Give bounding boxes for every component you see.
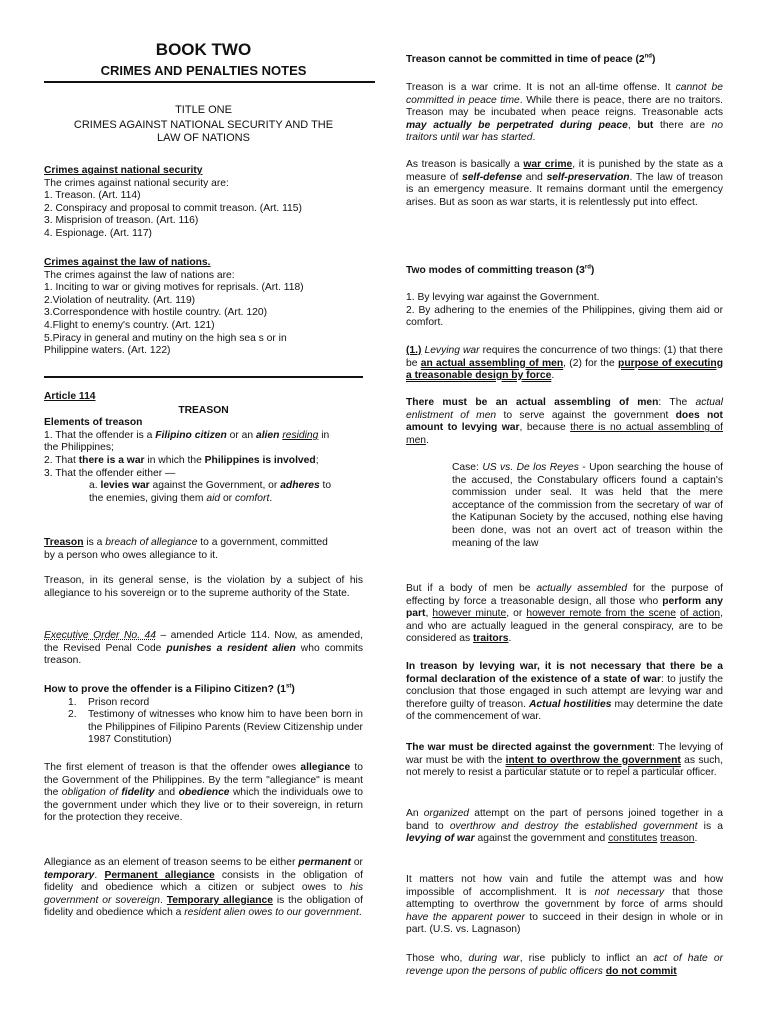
list-item: 1. Inciting to war or giving motives for reprisals. (Art. 118) xyxy=(44,282,304,294)
vain-attempt-paragraph: It matters not how vain and futile the attempt was and how impossible of accomplishment. It is not necessary that those attempting to overthrow the government by force of arms should have the apparent power to succeed in their design in whole or in part. (U.S. vs. Lagnason) xyxy=(406,874,723,936)
levying-war-paragraph: (1.) Levying war requires the concurrence of two things: (1) that there be an actual assembling of men, (2) for the purpose of executing a treasonable design by force. xyxy=(406,345,723,382)
national-security-heading: Crimes against national security xyxy=(44,165,203,176)
first-element-paragraph: The first element of treason is that the offender owes allegiance to the Government of the Philippines. By the term "allegiance" is meant the obligation of fidelity and obedience which the individuals owe to the government under which they live or to their sovereign, in return for the protection they receive. xyxy=(44,762,363,824)
assembling-paragraph: There must be an actual assembling of men: The actual enlistment of men to serve against the government does not amount to levying war, because there is no actual assembling of men. xyxy=(406,397,723,446)
list-item: 2. Testimony of witnesses who know him to have been born in the Philippines of Filipino Parents (Review Citizenship under 1987 Constitution) xyxy=(68,709,363,746)
war-crime-paragraph: As treason is basically a war crime, it is punished by the state as a measure of self-defense and self-preservation. The law of treason is an emergency measure. It remains dormant until the emergency arises. But as soon as war starts, it is relentlessly put into effect. xyxy=(406,159,723,208)
book-subtitle: CRIMES AND PENALTIES NOTES xyxy=(100,63,307,78)
formal-declaration-paragraph: In treason by levying war, it is not necessary that there be a formal declaration of the existence of a state of war: to justify the conclusion that those engaged in such attempt are levying war and therefore guilty of treason. Actual hostilities may determine the date of the commencement of war. xyxy=(406,661,723,723)
case-paragraph: Case: US vs. De los Reyes - Upon searching the house of the accused, the Constabulary officers found a captain's commission under seal. It was held that the mere acceptance of the commission from the secretary of war of the Katipunan Society by the accused, nothing else having been done, was not an overt act of treason within the meaning of the law xyxy=(452,462,723,549)
list-item: Philippine waters. (Art. 122) xyxy=(44,345,171,357)
section-rule xyxy=(44,376,363,378)
title-one: TITLE ONE xyxy=(175,104,232,116)
general-sense-paragraph: Treason, in its general sense, is the violation by a subject of his allegiance to his sovereign or to the supreme authority of the State. xyxy=(44,575,363,599)
book-title: BOOK TWO xyxy=(155,40,252,59)
prove-heading: How to prove the offender is a Filipino Citizen? (1st) xyxy=(44,683,295,695)
list-item: 4. Espionage. (Art. 117) xyxy=(44,227,152,239)
title-one-sub-2: LAW OF NATIONS xyxy=(157,132,250,144)
element-1-cont: the Philippines; xyxy=(44,442,114,454)
national-security-intro: The crimes against national security are: xyxy=(44,177,229,189)
during-war-paragraph: Those who, during war, rise publicly to inflict an act of hate or revenge upon the persons of public officers do not commit xyxy=(406,953,723,977)
law-of-nations-intro: The crimes against the law of nations are: xyxy=(44,269,235,281)
list-item: 4.Flight to enemy's country. (Art. 121) xyxy=(44,319,215,331)
peace-paragraph: Treason is a war crime. It is not an all-time offense. It cannot be committed in peace time. While there is peace, there are no traitors. Treason may be incubated when peace reigns. Treasonable acts may actually be perpetrated during peace, but there are no traitors until war has started. xyxy=(406,82,723,144)
article-114-section xyxy=(44,391,363,505)
executive-order-paragraph: Executive Order No. 44 – amended Article 114. Now, as amended, the Revised Penal Code punishes a resident alien who commits treason. xyxy=(44,630,363,667)
article-label: Article 114 xyxy=(44,391,96,402)
allegiance-paragraph: Allegiance as an element of treason seems to be either permanent or temporary. Permanent allegiance consists in the obligation of fidelity and obedience which a citizen or subject owes to his government or sovereign. Temporary allegiance is the obligation of fidelity and obedience which a resident alien owes to our government. xyxy=(44,857,364,919)
prove-citizen-section xyxy=(44,684,363,747)
list-item: 3. Misprision of treason. (Art. 116) xyxy=(44,215,199,227)
list-item: 1. Prison record xyxy=(68,696,150,708)
title-one-sub-1: CRIMES AGAINST NATIONAL SECURITY AND THE xyxy=(73,119,334,131)
peace-heading: Treason cannot be committed in time of peace (2nd) xyxy=(406,53,656,65)
list-item: 2. By adhering to the enemies of the Philippines, giving them aid or comfort. xyxy=(406,304,723,329)
treason-definition: Treason is a breach of allegiance to a government, committed by a person who owes allegiance to it. xyxy=(44,537,328,561)
list-item: 1. By levying war against the Government. xyxy=(406,292,600,303)
element-2: 2. That there is a war in which the Philippines is involved; xyxy=(44,454,319,466)
modes-list xyxy=(406,292,723,330)
body-of-men-paragraph: But if a body of men be actually assembled for the purpose of effecting by force a treasonable design, all those who perform any part, however minute, or however remote from the scene of action, and who are actually leagued in the general conspiracy, are to be considered as traitors. xyxy=(406,583,724,645)
article-name: TREASON xyxy=(178,404,229,416)
header-rule xyxy=(44,81,375,83)
organized-attempt-paragraph: An organized attempt on the part of persons joined together in a band to overthrow and destroy the established government is a levying of war against the government and constitutes treason. xyxy=(406,808,724,845)
element-3a: a. levies war against the Government, or adheres to xyxy=(89,480,332,492)
element-1: 1. That the offender is a Filipino citizen or an alien residing in xyxy=(44,429,330,441)
law-of-nations-list xyxy=(44,282,363,358)
list-item: 2. Conspiracy and proposal to commit treason. (Art. 115) xyxy=(44,202,302,214)
list-item: 2.Violation of neutrality. (Art. 119) xyxy=(44,294,196,306)
law-of-nations-heading: Crimes against the law of nations. xyxy=(44,257,211,268)
element-3: 3. That the offender either — xyxy=(44,467,176,479)
national-security-list xyxy=(44,190,363,240)
modes-heading: Two modes of committing treason (3rd) xyxy=(406,264,595,276)
list-item: 1. Treason. (Art. 114) xyxy=(44,190,141,202)
directed-paragraph: The war must be directed against the government: The levying of war must be with the intent to overthrow the government as such, not merely to resist a particular statute or to repel a particular officer. xyxy=(406,742,723,779)
list-item: 3.Correspondence with hostile country. (Art. 120) xyxy=(44,307,268,319)
elements-heading: Elements of treason xyxy=(44,417,143,429)
law-of-nations-section xyxy=(44,257,363,358)
element-3b: the enemies, giving them aid or comfort. xyxy=(89,492,273,504)
national-security-section xyxy=(44,165,363,241)
list-item: 5.Piracy in general and mutiny on the high sea s or in xyxy=(44,332,287,344)
